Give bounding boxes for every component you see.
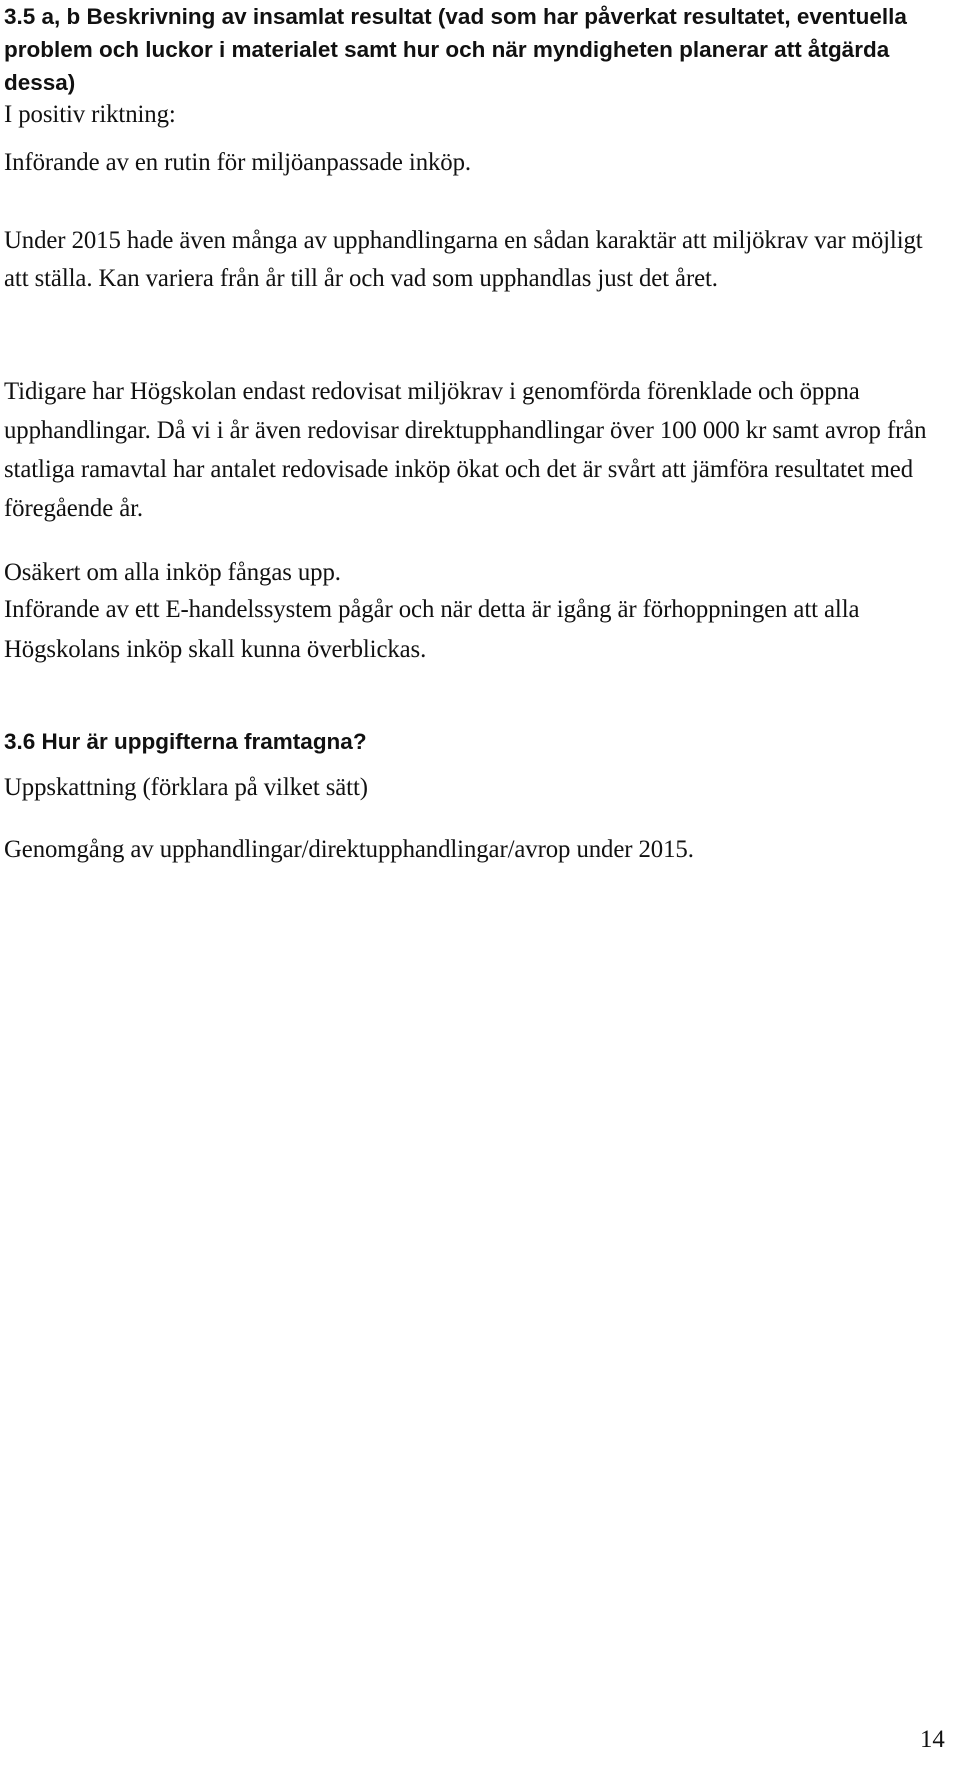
method-description: Genomgång av upphandlingar/direktupphandlingar/avrop under 2015. (4, 836, 694, 863)
section-heading-3-5: 3.5 a, b Beskrivning av insamlat resultat (vad som har påverkat resultatet, eventuella problem och luckor i materialet samt hur och när myndigheten planerar att åtgärda dessa) (4, 4, 907, 95)
positive-direction-label: I positiv riktning: (4, 101, 176, 128)
page-number: 14 (920, 1726, 945, 1753)
paragraph-previous-reporting: Tidigare har Högskolan endast redovisat miljökrav i genomförda förenklade och öppna upphandlingar. Då vi i år även redovisar direktupphandlingar över 100 000 kr samt avrop från statliga ramavtal har antalet redovisade inköp ökat och det är svårt att jämföra resultatet med föregående år. (4, 378, 927, 522)
method-label: Uppskattning (förklara på vilket sätt) (4, 774, 368, 801)
uncertainty-note: Osäkert om alla inköp fångas upp. (4, 559, 341, 586)
paragraph-2015: Under 2015 hade även många av upphandlingarna en sådan karaktär att miljökrav var möjligt att ställa. Kan variera från år till år och vad som upphandlas just det året. (4, 227, 923, 292)
positive-direction-item: Införande av en rutin för miljöanpassade inköp. (4, 149, 471, 176)
paragraph-e-commerce: Införande av ett E-handelssystem pågår och när detta är igång är förhoppningen att alla Högskolans inköp skall kunna överblickas. (4, 596, 860, 663)
section-heading-3-6: 3.6 Hur är uppgifterna framtagna? (4, 729, 367, 754)
